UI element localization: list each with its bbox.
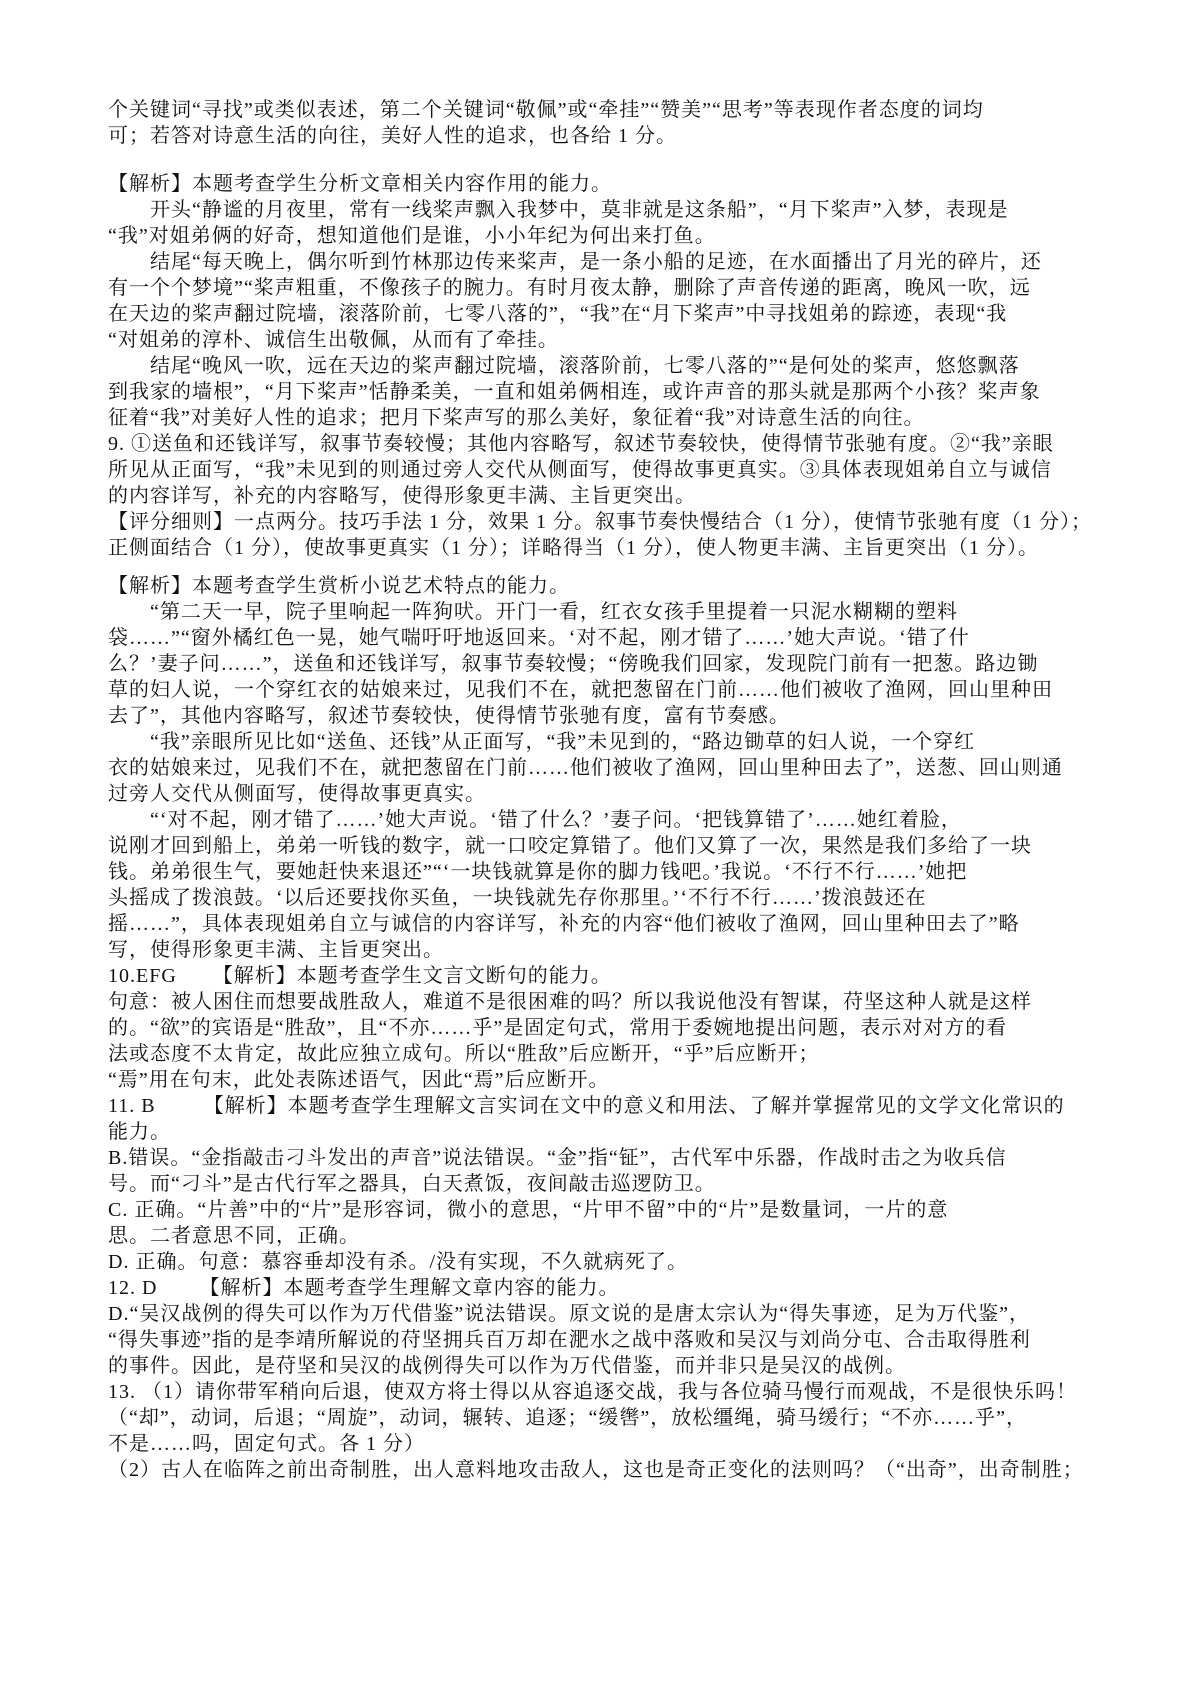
text-line: 所见从正面写，“我”未见到的则通过旁人交代从侧面写，使得故事更真实。③具体表现姐弟自立与诚信 xyxy=(108,459,1052,481)
text-line: 不是……吗，固定句式。各 1 分） xyxy=(108,1433,425,1455)
text-line: 可；若答对诗意生活的向往，美好人性的追求，也各给 1 分。 xyxy=(108,125,677,147)
text-line: 写，使得形象更丰满、主旨更突出。 xyxy=(108,939,444,961)
text-line: 有一个个梦境”“桨声粗重，不像孩子的腕力。有时月夜太静，删除了声音传递的距离，晚风一吹，远 xyxy=(108,277,1031,299)
analysis-heading: 【解析】本题考查学生分析文章相关内容作用的能力。 xyxy=(108,173,612,195)
text-line: 征着“我”对美好人性的追求；把月下桨声写的那么美好，象征着“我”对诗意生活的向往。 xyxy=(108,407,925,429)
text-line: 正侧面结合（1 分），使故事更真实（1 分）；详略得当（1 分），使人物更丰满、主旨更突出（1 分）。 xyxy=(108,537,1039,559)
text-line: 袋……”“窗外橘红色一晃，她气喘吁吁地返回来。‘对不起，刚才错了……’她大声说。‘错了什 xyxy=(108,627,970,649)
text-line: 在天边的桨声翻过院墙，滚落阶前，七零八落的”，“我”在“月下桨声”中寻找姐弟的踪迹，表现“我 xyxy=(108,303,1008,325)
text-line: D.“吴汉战例的得失可以作为万代借鉴”说法错误。原文说的是唐太宗认为“得失事迹，足为万代鉴”， xyxy=(108,1303,1030,1325)
text-line: 法或态度不太肯定，故此应独立成句。所以“胜敌”后应断开，“乎”后应断开； xyxy=(108,1043,820,1065)
text-line: 钱。弟弟很生气，要她赶快来退还”“‘一块钱就算是你的脚力钱吧。’我说。‘不行不行……’她把 xyxy=(108,861,968,883)
question-10-answer: 10.EFG 【解析】本题考查学生文言文断句的能力。 xyxy=(108,965,612,987)
text-line: 么？’妻子问……”，送鱼和还钱详写，叙事节奏较慢；“傍晚我们回家，发现院门前有一把葱。路边锄 xyxy=(108,653,1039,675)
text-line: （2）古人在临阵之前出奇制胜，出人意料地攻击敌人，这也是奇正变化的法则吗？（“出奇”，出奇制胜； xyxy=(108,1459,1084,1481)
text-line: “‘对不起，刚才错了……’她大声说。‘错了什么？’妻子问。‘把钱算错了’……她红着脸， xyxy=(150,809,962,831)
text-line: 草的妇人说，一个穿红衣的姑娘来过，见我们不在，就把葱留在门前……他们被收了渔网，回山里种田 xyxy=(108,679,1053,701)
text-line: 号。而“刁斗”是古代行军之器具，白天煮饭，夜间敲击巡逻防卫。 xyxy=(108,1173,716,1195)
text-line: 去了”，其他内容略写，叙述节奏较快，使得情节张驰有度，富有节奏感。 xyxy=(108,705,790,727)
text-line: 衣的姑娘来过，见我们不在，就把葱留在门前……他们被收了渔网，回山里种田去了”，送葱、回山则通 xyxy=(108,757,1063,779)
question-13-answer: 13. （1）请你带军稍向后退，使双方将士得以从容追逐交战，我与各位骑马慢行而观战，不是很快乐吗！ xyxy=(108,1381,1077,1403)
text-line: 思。二者意思不同，正确。 xyxy=(108,1225,360,1247)
text-line: “我”亲眼所见比如“送鱼、还钱”从正面写，“我”未见到的，“路边锄草的妇人说，一个穿红 xyxy=(150,731,976,753)
text-line: （“却”，动词，后退；“周旋”，动词，辗转、追逐；“缓辔”，放松缰绳，骑马缓行；“不亦……乎”， xyxy=(108,1407,1028,1429)
text-line: 能力。 xyxy=(108,1121,171,1143)
text-line: “第二天一早，院子里响起一阵狗吠。开门一看，红衣女孩手里提着一只泥水糊糊的塑料 xyxy=(150,601,958,623)
analysis-heading: 【解析】本题考查学生赏析小说艺术特点的能力。 xyxy=(108,575,570,597)
text-line: 的。“欲”的宾语是“胜敌”，且“不亦……乎”是固定句式，常用于委婉地提出问题，表示对对方的看 xyxy=(108,1017,1008,1039)
text-line: 过旁人交代从侧面写，使得故事更真实。 xyxy=(108,783,486,805)
text-line: 头摇成了拨浪鼓。‘以后还要找你买鱼，一块钱就先存你那里。’‘不行不行……’拨浪鼓还在 xyxy=(108,887,927,909)
question-11-answer: 11. B 【解析】本题考查学生理解文言实词在文中的意义和用法、了解并掌握常见的文学文化常识的 xyxy=(108,1095,1065,1117)
text-line: “对姐弟的淳朴、诚信生出敬佩，从而有了牵挂。 xyxy=(108,329,559,351)
text-line: “我”对姐弟俩的好奇，想知道他们是谁，小小年纪为何出来打鱼。 xyxy=(108,225,716,247)
text-line: 说刚才回到船上，弟弟一听钱的数字，就一口咬定算错了。他们又算了一次，果然是我们多给了一块 xyxy=(108,835,1032,857)
text-line: C. 正确。“片善”中的“片”是形容词，微小的意思，“片甲不留”中的“片”是数量词，一片的意 xyxy=(108,1199,949,1221)
text-line: D. 正确。句意：慕容垂却没有杀。/没有实现，不久就病死了。 xyxy=(108,1251,688,1273)
answer-text-body xyxy=(108,97,1098,1483)
scoring-rules-heading: 【评分细则】一点两分。技巧手法 1 分，效果 1 分。叙事节奏快慢结合（1 分），使情节张驰有度（1 分）； xyxy=(108,511,1092,533)
text-line: 结尾“晚风一吹，远在天边的桨声翻过院墙，滚落阶前，七零八落的”“是何处的桨声，悠悠飘落 xyxy=(150,355,1020,377)
text-line: 结尾“每天晚上，偶尔听到竹林那边传来桨声，是一条小船的足迹，在水面播出了月光的碎片，还 xyxy=(150,251,1042,273)
text-line: 的事件。因此，是苻坚和吴汉的战例得失可以作为万代借鉴，而并非只是吴汉的战例。 xyxy=(108,1355,906,1377)
text-line: 句意：被人困住而想要战胜敌人，难道不是很困难的吗？所以我说他没有智谋，苻坚这种人就是这样 xyxy=(108,991,1032,1013)
text-line: 到我家的墙根”，“月下桨声”恬静柔美，一直和姐弟俩相连，或许声音的那头就是那两个小孩？桨声象 xyxy=(108,381,1041,403)
question-12-answer: 12. D 【解析】本题考查学生理解文章内容的能力。 xyxy=(108,1277,620,1299)
text-line: 摇……”，具体表现姐弟自立与诚信的内容详写，补充的内容“他们被收了渔网，回山里种田去了”略 xyxy=(108,913,1020,935)
text-line: “得失事迹”指的是李靖所解说的苻坚拥兵百万却在淝水之战中落败和吴汉与刘尚分屯、合击取得胜利 xyxy=(108,1329,1031,1351)
text-line: “焉”用在句末，此处表陈述语气，因此“焉”后应断开。 xyxy=(108,1069,610,1091)
text-line: 的内容详写，补充的内容略写，使得形象更丰满、主旨更突出。 xyxy=(108,485,696,507)
text-line: 个关键词“寻找”或类似表述，第二个关键词“敬佩”或“牵挂”“赞美”“思考”等表现作者态度的词均 xyxy=(108,99,984,121)
text-line: B.错误。“金指敲击刁斗发出的声音”说法错误。“金”指“钲”，古代军中乐器，作战时击之为收兵信 xyxy=(108,1147,1007,1169)
question-9-answer: 9. ①送鱼和还钱详写，叙事节奏较慢；其他内容略写，叙述节奏较快，使得情节张驰有度。②“我”亲眼 xyxy=(108,433,1054,455)
text-line: 开头“静谧的月夜里，常有一线桨声飘入我梦中，莫非就是这条船”，“月下桨声”入梦，表现是 xyxy=(150,199,1009,221)
